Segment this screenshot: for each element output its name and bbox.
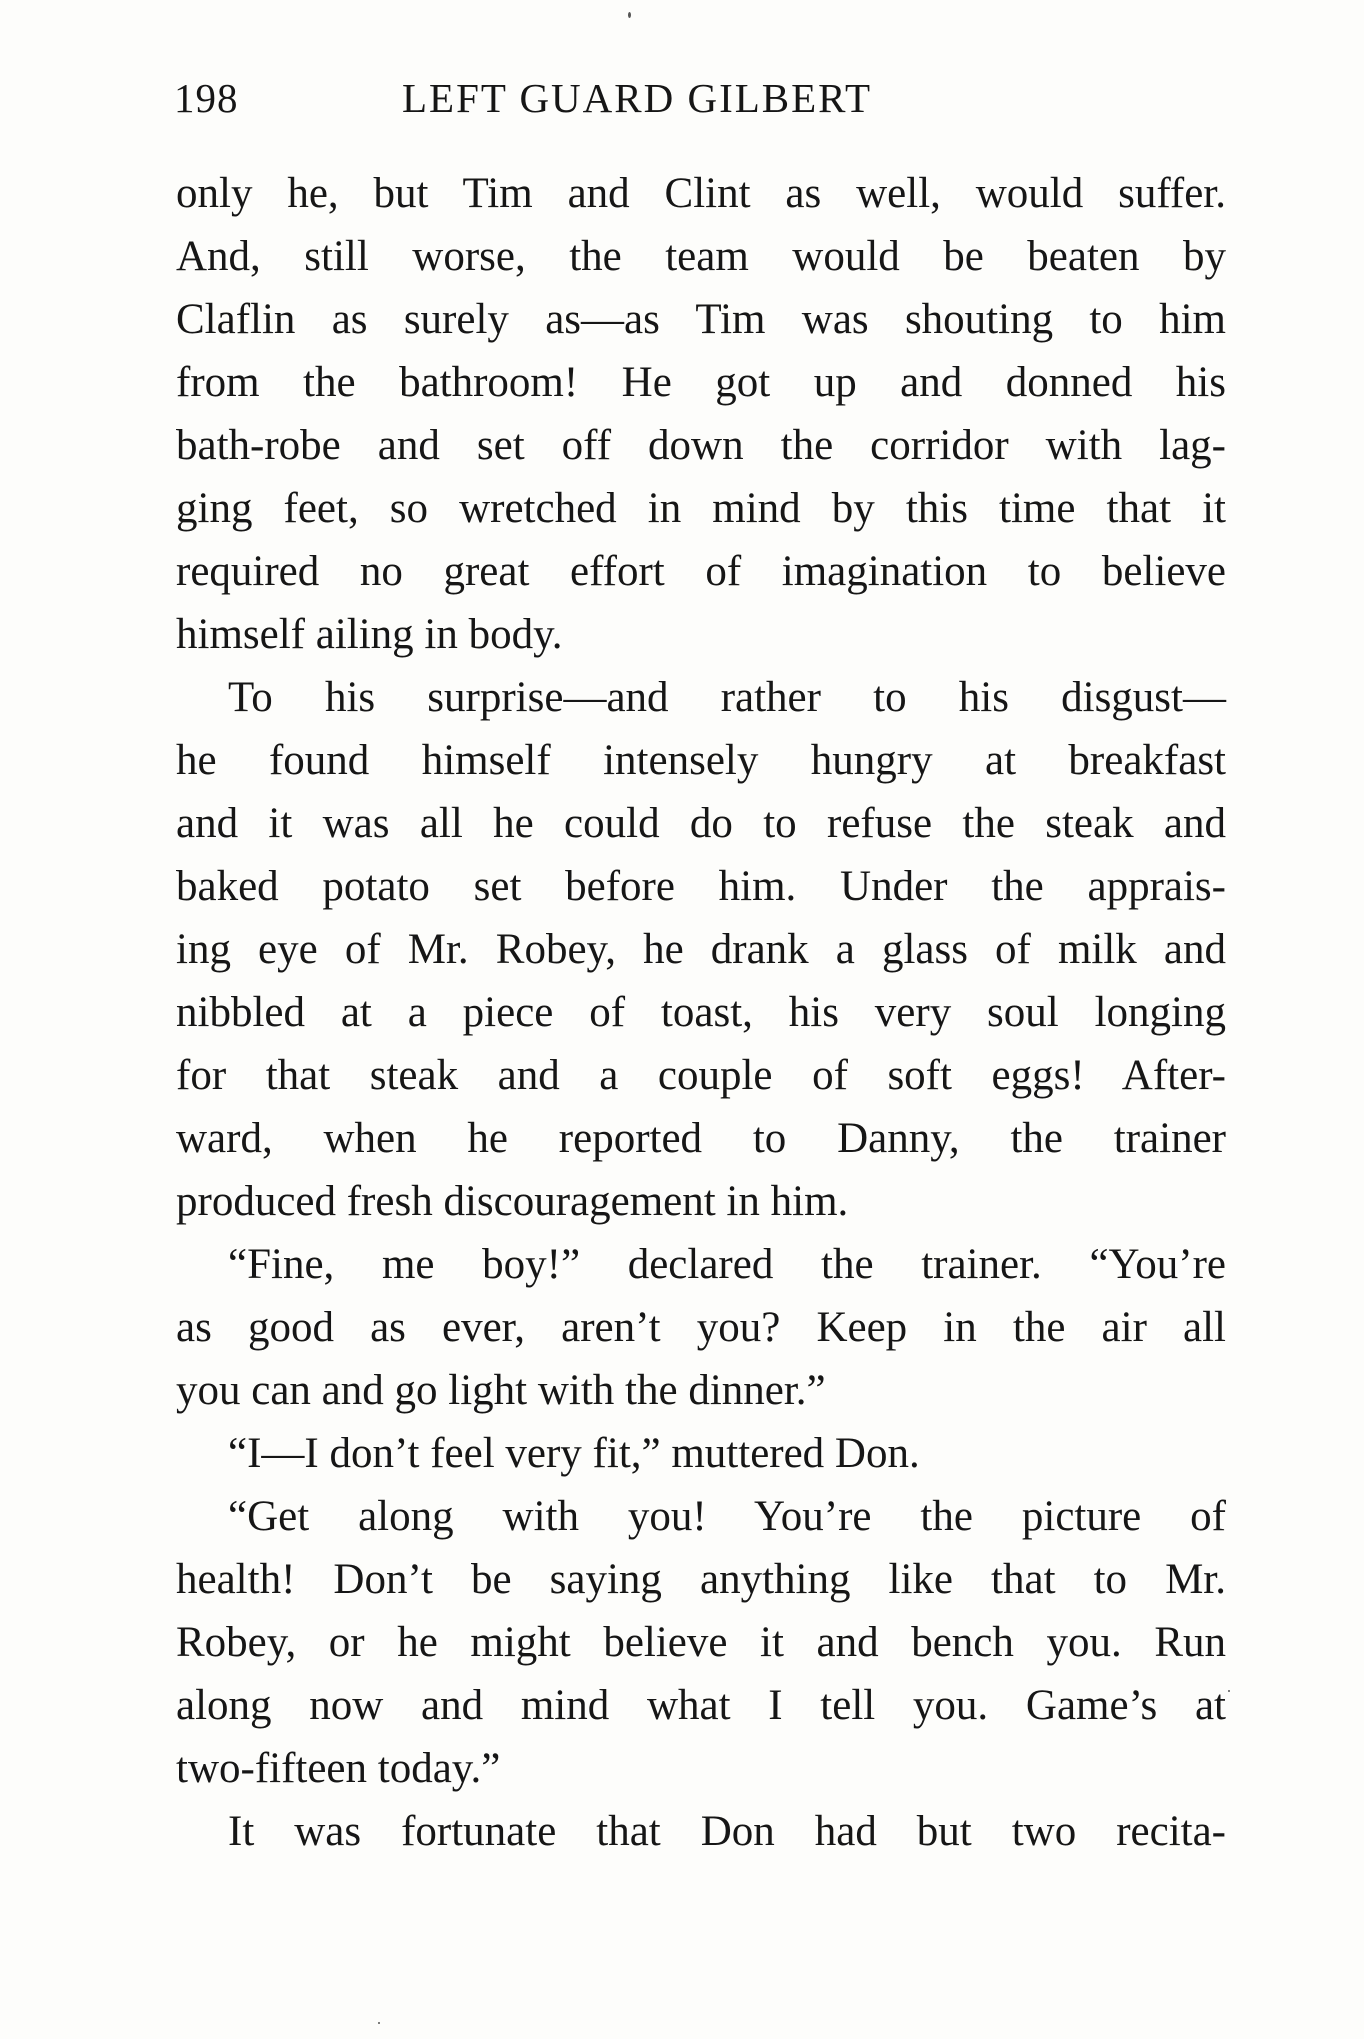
text-line: only he, but Tim and Clint as well, would suffer. xyxy=(176,170,1226,217)
text-line: It was fortunate that Don had but two recita- xyxy=(228,1808,1226,1855)
body-text xyxy=(176,162,1226,1863)
text-line: ging feet, so wretched in mind by this time that it xyxy=(176,485,1226,532)
text-line: he found himself intensely hungry at breakfast xyxy=(176,737,1226,784)
text-line: “Fine, me boy!” declared the trainer. “You’re xyxy=(228,1241,1226,1288)
text-line: you can and go light with the dinner.” xyxy=(176,1367,826,1414)
text-line: for that steak and a couple of soft eggs! After- xyxy=(176,1052,1226,1099)
scan-speck xyxy=(628,12,631,18)
page-header xyxy=(174,74,1224,134)
text-line: required no great effort of imagination to believe xyxy=(176,548,1226,595)
text-line: bath-robe and set off down the corridor with lag- xyxy=(176,422,1226,469)
text-line: along now and mind what I tell you. Game’s at xyxy=(176,1682,1226,1729)
running-title: LEFT GUARD GILBERT xyxy=(402,75,873,121)
text-line: “Get along with you! You’re the picture of xyxy=(228,1493,1226,1540)
text-line: To his surprise—and rather to his disgust— xyxy=(228,674,1226,721)
text-line: health! Don’t be saying anything like that to Mr. xyxy=(176,1556,1226,1603)
text-line: Claflin as surely as—as Tim was shouting to him xyxy=(176,296,1226,343)
text-line: ward, when he reported to Danny, the trainer xyxy=(176,1115,1226,1162)
text-line: as good as ever, aren’t you? Keep in the air all xyxy=(176,1304,1226,1351)
text-line: ing eye of Mr. Robey, he drank a glass of milk and xyxy=(176,926,1226,973)
scan-speck xyxy=(1228,1690,1230,1692)
text-line: baked potato set before him. Under the apprais- xyxy=(176,863,1226,910)
page-number: 198 xyxy=(174,75,239,121)
text-line: nibbled at a piece of toast, his very soul longing xyxy=(176,989,1226,1036)
text-line: Robey, or he might believe it and bench you. Run xyxy=(176,1619,1226,1666)
text-line: himself ailing in body. xyxy=(176,611,563,658)
text-line: produced fresh discouragement in him. xyxy=(176,1178,849,1225)
text-line: and it was all he could do to refuse the steak and xyxy=(176,800,1226,847)
text-line: “I—I don’t feel very fit,” muttered Don. xyxy=(228,1430,920,1477)
text-line: from the bathroom! He got up and donned his xyxy=(176,359,1226,406)
scan-speck xyxy=(378,2022,380,2024)
text-line: two-fifteen today.” xyxy=(176,1745,501,1792)
text-line: And, still worse, the team would be beaten by xyxy=(176,233,1226,280)
